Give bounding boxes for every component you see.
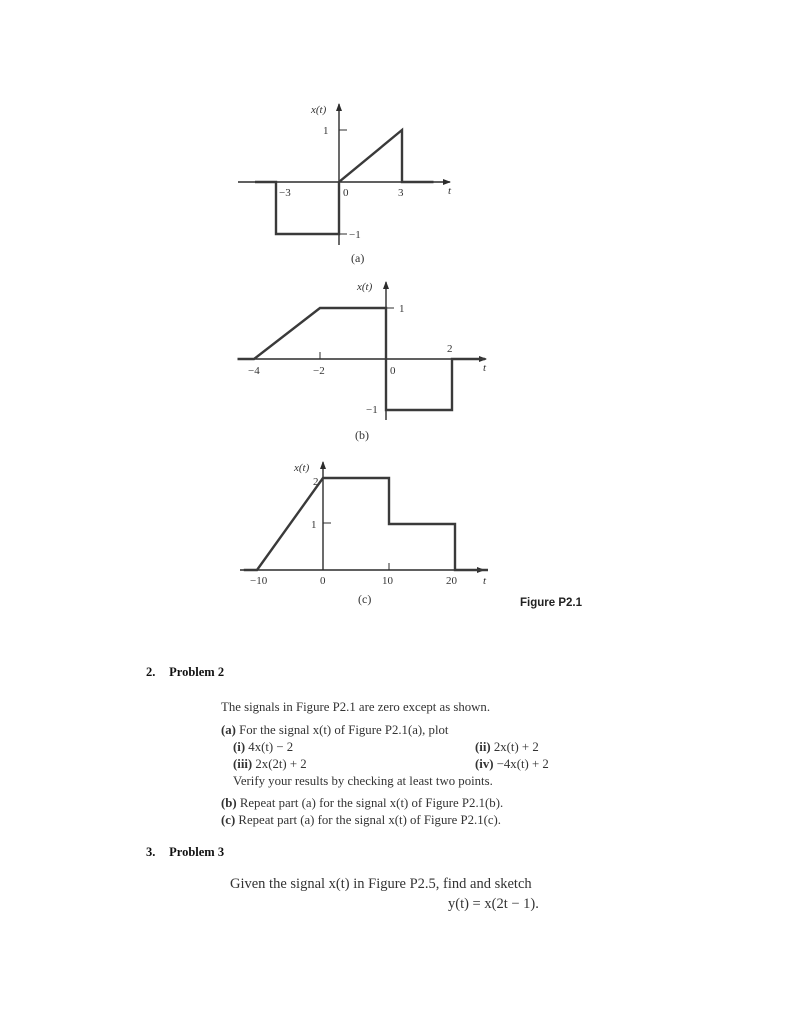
x-tick-c-20: 20 [446, 575, 457, 587]
t-label-a: t [448, 185, 452, 197]
y-tick-b-neg1: −1 [366, 404, 378, 416]
x-tick-a-3: 3 [398, 187, 404, 199]
x-tick-b-2: 2 [447, 343, 453, 355]
item-ii-expr: 2x(t) + 2 [493, 740, 539, 754]
problem-3-title: Problem 3 [169, 845, 225, 859]
panel-b [238, 281, 488, 442]
x-tick-c-neg10: −10 [250, 575, 268, 587]
problem-3-heading [146, 845, 224, 860]
x-tick-b-neg2: −2 [313, 365, 325, 377]
problem-3-body [230, 874, 539, 914]
y-tick-b-1: 1 [399, 303, 405, 315]
y-label-c: x(t) [294, 462, 310, 474]
items-row-1 [221, 739, 581, 756]
item-iv-label: (iv) [475, 757, 494, 771]
problem-3-number: 3. [146, 845, 156, 859]
problem-2-heading [146, 665, 224, 680]
x-tick-c-10: 10 [382, 575, 393, 587]
problem-3-text: Given the signal x(t) in Figure P2.5, find and sketch [230, 876, 532, 892]
part-b-text: Repeat part (a) for the signal x(t) of Figure P2.1(b). [239, 796, 504, 810]
problem-3-equation: y(t) = x(2t − 1). [448, 896, 539, 912]
y-label-a: x(t) [311, 104, 327, 116]
item-i-expr: 4x(t) − 2 [248, 740, 294, 754]
part-c-line [221, 812, 581, 829]
part-b-line [221, 795, 581, 812]
problem-2-intro: The signals in Figure P2.1 are zero except as shown. [221, 700, 491, 714]
y-tick-a-neg1: −1 [349, 229, 361, 241]
part-a-line [221, 722, 581, 739]
panel-a [238, 104, 452, 265]
signal-c [244, 478, 488, 570]
x-tick-b-neg4: −4 [248, 365, 260, 377]
x-tick-b-0: 0 [390, 365, 396, 377]
item-iv-expr: −4x(t) + 2 [496, 757, 549, 771]
caption-c: (c) [358, 592, 372, 606]
problem-2-body [221, 699, 581, 829]
item-ii-label: (ii) [475, 740, 491, 754]
part-a-text: For the signal x(t) of Figure P2.1(a), plot [239, 723, 449, 737]
y-tick-c-1: 1 [311, 519, 317, 531]
x-tick-c-0: 0 [320, 575, 326, 587]
y-tick-a-1: 1 [323, 125, 329, 137]
y-tick-c-2: 2 [313, 476, 319, 488]
problem-2-number: 2. [146, 665, 156, 679]
t-label-b: t [483, 362, 487, 374]
caption-a: (a) [351, 251, 365, 265]
x-tick-a-0: 0 [343, 187, 349, 199]
part-a-label: (a) [221, 723, 236, 737]
t-label-c: t [483, 575, 487, 587]
part-c-text: Repeat part (a) for the signal x(t) of Figure P2.1(c). [238, 813, 502, 827]
items-row-2 [221, 756, 581, 773]
x-tick-a-neg3: −3 [279, 187, 291, 199]
figure-label: Figure P2.1 [520, 597, 582, 609]
part-b-label: (b) [221, 796, 237, 810]
problem-2-title: Problem 2 [169, 665, 225, 679]
item-iii-label: (iii) [233, 757, 253, 771]
verify-text: Verify your results by checking at least two points. [233, 774, 493, 788]
item-i-label: (i) [233, 740, 246, 754]
y-label-b: x(t) [357, 281, 373, 293]
item-iii-expr: 2x(2t) + 2 [255, 757, 307, 771]
caption-b: (b) [355, 428, 369, 442]
panel-c [240, 462, 488, 606]
part-c-label: (c) [221, 813, 236, 827]
